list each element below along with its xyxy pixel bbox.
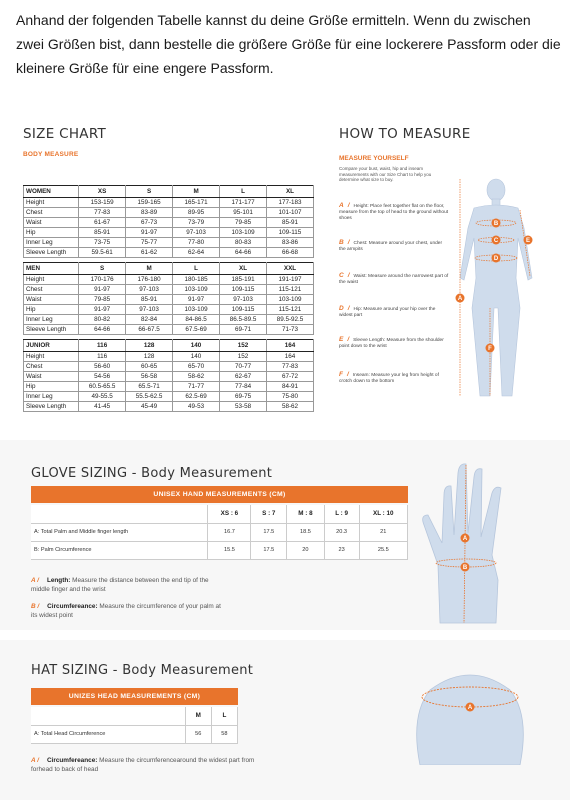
table-cell: 103-109 <box>173 285 220 295</box>
table-cell: 77-84 <box>220 382 267 392</box>
table-cell: 180-185 <box>173 275 220 285</box>
table-cell: 66-68 <box>267 248 314 258</box>
table-cell: 115-121 <box>267 285 314 295</box>
table-cell: A: Total Palm and Middle finger length <box>31 523 208 541</box>
step-b: B / Chest: Measure around your chest, under the armpits <box>339 239 443 252</box>
glove-sizing-title: GLOVE SIZING - Body Measurement <box>31 466 273 481</box>
glove-note-length: A / Length: Measure the distance between the end tip of the middle finger and the wrist <box>31 577 209 593</box>
table-cell: 85-91 <box>267 218 314 228</box>
hat-sizing-title: HAT SIZING - Body Measurement <box>31 663 254 678</box>
intro-text: Anhand der folgenden Tabelle kannst du deine Größe ermitteln. Wenn du zwischen zwei Größen bist, dann bestelle die größere Größe für eine lockerere Passform oder die kleinere Größe für eine engere Passform. <box>16 12 561 76</box>
table-cell: A: Total Head Circumference <box>31 725 185 743</box>
table-cell: Height <box>24 275 79 285</box>
table-row <box>24 402 314 412</box>
head-label-a: A <box>467 705 473 711</box>
table-cell: Height <box>24 198 79 208</box>
table-row <box>24 198 314 208</box>
table-header-cell: 140 <box>173 340 220 352</box>
size-chart-subtitle: BODY MEASURE <box>23 151 79 158</box>
table-row <box>31 725 238 743</box>
table-cell: Hip <box>24 305 79 315</box>
step-f: F / Inseam: Measure your leg from height of crotch down to the bottom <box>339 371 439 384</box>
table-header-cell: M <box>185 707 211 725</box>
table-cell: 45-49 <box>126 402 173 412</box>
table-cell: 15.5 <box>208 541 251 559</box>
table-cell: 97-103 <box>126 305 173 315</box>
size-chart-title: SIZE CHART <box>23 126 107 142</box>
table-cell: 21 <box>359 523 407 541</box>
table-row <box>24 228 314 238</box>
table-cell: Waist <box>24 218 79 228</box>
table-cell: 58-62 <box>173 372 220 382</box>
table-cell: 80-82 <box>79 315 126 325</box>
table-header-cell: L <box>173 263 220 275</box>
table-row <box>24 238 314 248</box>
table-cell: 67-72 <box>267 372 314 382</box>
table-cell: 75-77 <box>126 238 173 248</box>
table-cell: 84-86.5 <box>173 315 220 325</box>
table-cell: 128 <box>126 352 173 362</box>
table-header-cell: XL <box>220 263 267 275</box>
table-cell: 191-197 <box>267 275 314 285</box>
table-cell: 64-66 <box>79 325 126 335</box>
table-cell: B: Palm Circumference <box>31 541 208 559</box>
table-row <box>24 352 314 362</box>
table-header-row <box>31 707 238 725</box>
table-cell: 97-103 <box>173 228 220 238</box>
table-cell: 75-80 <box>267 392 314 402</box>
men-size-table <box>23 262 314 335</box>
table-cell: 85-91 <box>126 295 173 305</box>
table-cell: 49-53 <box>173 402 220 412</box>
table-cell: 17.5 <box>251 523 287 541</box>
table-row <box>24 315 314 325</box>
table-cell: 95-101 <box>220 208 267 218</box>
table-cell: 61-62 <box>126 248 173 258</box>
table-cell: 71-73 <box>267 325 314 335</box>
hat-size-table <box>31 707 238 744</box>
table-cell: 41-45 <box>79 402 126 412</box>
table-row <box>24 305 314 315</box>
table-header-cell: 152 <box>220 340 267 352</box>
table-cell: Hip <box>24 382 79 392</box>
table-cell: Inner Leg <box>24 392 79 402</box>
table-cell: 59.5-61 <box>79 248 126 258</box>
measure-yourself-subtitle: MEASURE YOURSELF <box>339 155 409 162</box>
table-cell: Inner Leg <box>24 238 79 248</box>
table-header-cell: M <box>126 263 173 275</box>
step-d: D / Hip: Measure around your hip over the widest part <box>339 305 436 318</box>
table-cell: 73-75 <box>79 238 126 248</box>
table-cell: 91-97 <box>79 285 126 295</box>
figure-label-d: D <box>493 256 499 262</box>
table-row <box>31 523 408 541</box>
table-header-cell: L : 9 <box>324 505 359 523</box>
table-header-cell <box>31 707 185 725</box>
table-cell: 152 <box>220 352 267 362</box>
table-cell: 53-58 <box>220 402 267 412</box>
junior-size-table <box>23 339 314 412</box>
table-cell: 103-109 <box>173 305 220 315</box>
table-cell: 61-67 <box>79 218 126 228</box>
step-a: A / Height: Place feet together flat on the floor, measure from the top of head to the ground without shoes <box>339 202 449 221</box>
table-header-cell: XS <box>79 186 126 198</box>
table-cell: 77-83 <box>267 362 314 372</box>
table-cell: Chest <box>24 362 79 372</box>
glove-note-circumference: B / Circumfereance: Measure the circumference of your palm at its widest point <box>31 603 221 619</box>
table-cell: 85-91 <box>79 228 126 238</box>
table-cell: 89.5-92.5 <box>267 315 314 325</box>
table-cell: 177-183 <box>267 198 314 208</box>
women-size-table <box>23 185 314 258</box>
table-cell: 71-77 <box>173 382 220 392</box>
table-row <box>24 208 314 218</box>
table-row <box>24 325 314 335</box>
table-cell: 20 <box>287 541 325 559</box>
table-header-cell: S <box>79 263 126 275</box>
table-cell: 56 <box>185 725 211 743</box>
table-cell: 67.5-69 <box>173 325 220 335</box>
glove-size-table <box>31 505 408 560</box>
table-cell: 103-109 <box>267 295 314 305</box>
table-cell: 73-79 <box>173 218 220 228</box>
table-cell: 91-97 <box>79 305 126 315</box>
table-cell: 64-66 <box>220 248 267 258</box>
table-cell: 67-73 <box>126 218 173 228</box>
table-cell: 101-107 <box>267 208 314 218</box>
table-row <box>24 362 314 372</box>
table-header-cell <box>31 505 208 523</box>
table-header-row <box>24 263 314 275</box>
table-header-cell: S <box>126 186 173 198</box>
table-cell: 91-97 <box>126 228 173 238</box>
table-cell: 84-91 <box>267 382 314 392</box>
table-cell: 77-83 <box>79 208 126 218</box>
table-cell: 165-171 <box>173 198 220 208</box>
table-cell: 109-115 <box>220 285 267 295</box>
table-cell: 17.5 <box>251 541 287 559</box>
table-header-cell: XL : 10 <box>359 505 407 523</box>
table-cell: 70-77 <box>220 362 267 372</box>
table-cell: 103-109 <box>220 228 267 238</box>
table-header-cell: JUNIOR <box>24 340 79 352</box>
glove-table-bar: UNISEX HAND MEASUREMENTS (CM) <box>31 486 408 503</box>
table-cell: 77-80 <box>173 238 220 248</box>
table-cell: Waist <box>24 372 79 382</box>
table-cell: 115-121 <box>267 305 314 315</box>
table-row <box>24 392 314 402</box>
hand-label-b: B <box>462 565 468 571</box>
figure-label-a: A <box>457 296 463 302</box>
table-header-row <box>31 505 408 523</box>
table-cell: 62-67 <box>220 372 267 382</box>
hand-label-a: A <box>462 536 468 542</box>
table-header-cell: L <box>211 707 237 725</box>
table-cell: 109-115 <box>220 305 267 315</box>
table-cell: 60.5-65.5 <box>79 382 126 392</box>
table-cell: 116 <box>79 352 126 362</box>
table-header-cell: M : 8 <box>287 505 325 523</box>
table-cell: 89-95 <box>173 208 220 218</box>
table-cell: 62-64 <box>173 248 220 258</box>
table-cell: 140 <box>173 352 220 362</box>
table-cell: Sleeve Length <box>24 325 79 335</box>
table-cell: 69-71 <box>220 325 267 335</box>
table-cell: 56-58 <box>126 372 173 382</box>
table-cell: 54-56 <box>79 372 126 382</box>
table-header-row <box>24 186 314 198</box>
table-cell: 58 <box>211 725 237 743</box>
table-header-cell: XL <box>267 186 314 198</box>
table-cell: 83-86 <box>267 238 314 248</box>
table-cell: 83-89 <box>126 208 173 218</box>
figure-label-e: E <box>525 238 531 244</box>
table-cell: 58-62 <box>267 402 314 412</box>
table-cell: 91-97 <box>173 295 220 305</box>
table-header-cell: M <box>173 186 220 198</box>
table-cell: 153-159 <box>79 198 126 208</box>
table-cell: 56-60 <box>79 362 126 372</box>
table-header-cell: S : 7 <box>251 505 287 523</box>
table-cell: 86.5-89.5 <box>220 315 267 325</box>
table-header-cell: WOMEN <box>24 186 79 198</box>
figure-label-b: B <box>493 221 499 227</box>
table-header-cell: 116 <box>79 340 126 352</box>
table-cell: 80-83 <box>220 238 267 248</box>
table-row <box>24 372 314 382</box>
table-cell: Chest <box>24 208 79 218</box>
table-cell: Inner Leg <box>24 315 79 325</box>
table-cell: 25.5 <box>359 541 407 559</box>
table-cell: 185-191 <box>220 275 267 285</box>
step-c: C / Waist: Measure around the narrowest part of the waist <box>339 272 449 285</box>
step-e: E / Sleeve Length: Measure from the shoulder point down to the wrist <box>339 336 444 349</box>
table-header-cell: 164 <box>267 340 314 352</box>
table-cell: 18.5 <box>287 523 325 541</box>
table-cell: Sleeve Length <box>24 402 79 412</box>
table-header-cell: L <box>220 186 267 198</box>
table-cell: 65.5-71 <box>126 382 173 392</box>
table-header-cell: MEN <box>24 263 79 275</box>
table-cell: 159-165 <box>126 198 173 208</box>
table-cell: 79-85 <box>79 295 126 305</box>
table-row <box>24 275 314 285</box>
head-illustration <box>400 655 540 765</box>
table-cell: 62.5-69 <box>173 392 220 402</box>
hat-note-circumference: A / Circumfereance: Measure the circumferencearound the widest part from forhead to back of head <box>31 757 255 773</box>
table-cell: 60-65 <box>126 362 173 372</box>
table-cell: Hip <box>24 228 79 238</box>
table-cell: Waist <box>24 295 79 305</box>
table-cell: Height <box>24 352 79 362</box>
table-header-cell: XS : 6 <box>208 505 251 523</box>
table-row <box>24 295 314 305</box>
measure-description: Compare your bust, waist, hip and inseam measurements with our Size Chart to help you determine what size to buy. <box>339 166 432 182</box>
figure-label-f: F <box>488 346 492 352</box>
table-cell: 171-177 <box>220 198 267 208</box>
body-figure-illustration <box>446 168 546 408</box>
table-row <box>24 382 314 392</box>
table-cell: 16.7 <box>208 523 251 541</box>
table-cell: 66-67.5 <box>126 325 173 335</box>
table-row <box>24 218 314 228</box>
table-cell: 20.3 <box>324 523 359 541</box>
table-cell: 55.5-62.5 <box>126 392 173 402</box>
table-row <box>31 541 408 559</box>
how-to-measure-title: HOW TO MEASURE <box>339 126 471 142</box>
table-header-cell: XXL <box>267 263 314 275</box>
table-cell: 109-115 <box>267 228 314 238</box>
table-header-row <box>24 340 314 352</box>
table-cell: 65-70 <box>173 362 220 372</box>
table-row <box>24 248 314 258</box>
table-cell: 170-176 <box>79 275 126 285</box>
table-cell: 49-55.5 <box>79 392 126 402</box>
table-cell: 69-75 <box>220 392 267 402</box>
table-cell: 97-103 <box>220 295 267 305</box>
table-cell: 79-85 <box>220 218 267 228</box>
table-cell: Chest <box>24 285 79 295</box>
table-cell: 82-84 <box>126 315 173 325</box>
table-header-cell: 128 <box>126 340 173 352</box>
table-row <box>24 285 314 295</box>
table-cell: 164 <box>267 352 314 362</box>
hand-illustration <box>418 455 528 630</box>
table-cell: 23 <box>324 541 359 559</box>
table-cell: 176-180 <box>126 275 173 285</box>
figure-label-c: C <box>493 238 499 244</box>
table-cell: 97-103 <box>126 285 173 295</box>
hat-table-bar: UNIZES HEAD MEASUREMENTS (CM) <box>31 688 238 705</box>
table-cell: Sleeve Length <box>24 248 79 258</box>
